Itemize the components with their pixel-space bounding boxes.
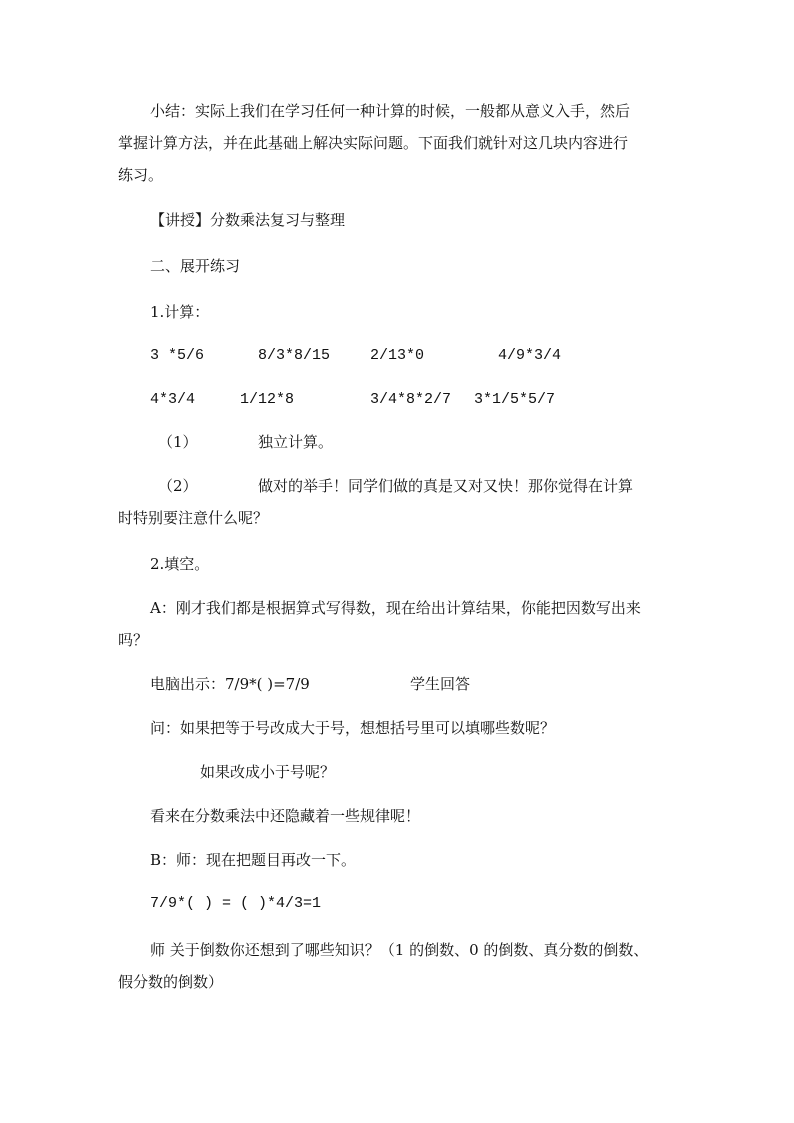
equation-line: 7/9*( ) = ( )*4/3=1 <box>150 895 322 912</box>
calc-item: 3/4*8*2/7 <box>370 391 452 408</box>
question-ask: 问：如果把等于号改成大于号，想想括号里可以填哪些数呢？ <box>150 719 556 737</box>
rule-observation: 看来在分数乘法中还隐藏着一些规律呢！ <box>150 807 421 825</box>
part-a-line-2: 吗？ <box>118 631 149 649</box>
question-2-label: 2.填空。 <box>150 555 210 573</box>
teacher-line-1: 师 关于倒数你还想到了哪些知识？（1 的倒数、0 的倒数、真分数的倒数、 <box>150 941 649 959</box>
teacher-line-2: 假分数的倒数） <box>118 973 224 991</box>
summary-line-3: 练习。 <box>118 166 164 184</box>
question-1-label: 1.计算： <box>150 303 210 321</box>
computer-display: 电脑出示：7/9*( )=7/9 <box>150 675 310 693</box>
section-heading: 二、展开练习 <box>150 257 241 275</box>
question-ask-2: 如果改成小于号呢？ <box>200 763 336 781</box>
calc-item: 3*1/5*5/7 <box>474 391 556 408</box>
step-2-number: （2） <box>158 477 198 495</box>
step-2-continuation: 时特别要注意什么呢？ <box>118 509 269 527</box>
student-answer: 学生回答 <box>410 675 471 693</box>
summary-line-1: 小结：实际上我们在学习任何一种计算的时候，一般都从意义入手，然后 <box>150 102 631 120</box>
calc-item: 4/9*3/4 <box>498 347 562 364</box>
calc-item: 2/13*0 <box>370 347 425 364</box>
step-2-text: 做对的举手！同学们做的真是又对又快！那你觉得在计算 <box>258 477 634 495</box>
calc-item: 1/12*8 <box>240 391 295 408</box>
summary-line-2: 掌握计算方法，并在此基础上解决实际问题。下面我们就针对这几块内容进行 <box>118 134 629 152</box>
calc-item: 4*3/4 <box>150 391 196 408</box>
part-b-line: B：师：现在把题目再改一下。 <box>150 851 357 869</box>
calc-item: 8/3*8/15 <box>258 347 331 364</box>
part-a-line-1: A：刚才我们都是根据算式写得数，现在给出计算结果，你能把因数写出来 <box>150 599 641 617</box>
step-1-text: 独立计算。 <box>258 433 334 451</box>
calc-item: 3 *5/6 <box>150 347 205 364</box>
lecture-title: 【讲授】分数乘法复习与整理 <box>150 211 346 229</box>
step-1-number: （1） <box>158 433 198 451</box>
